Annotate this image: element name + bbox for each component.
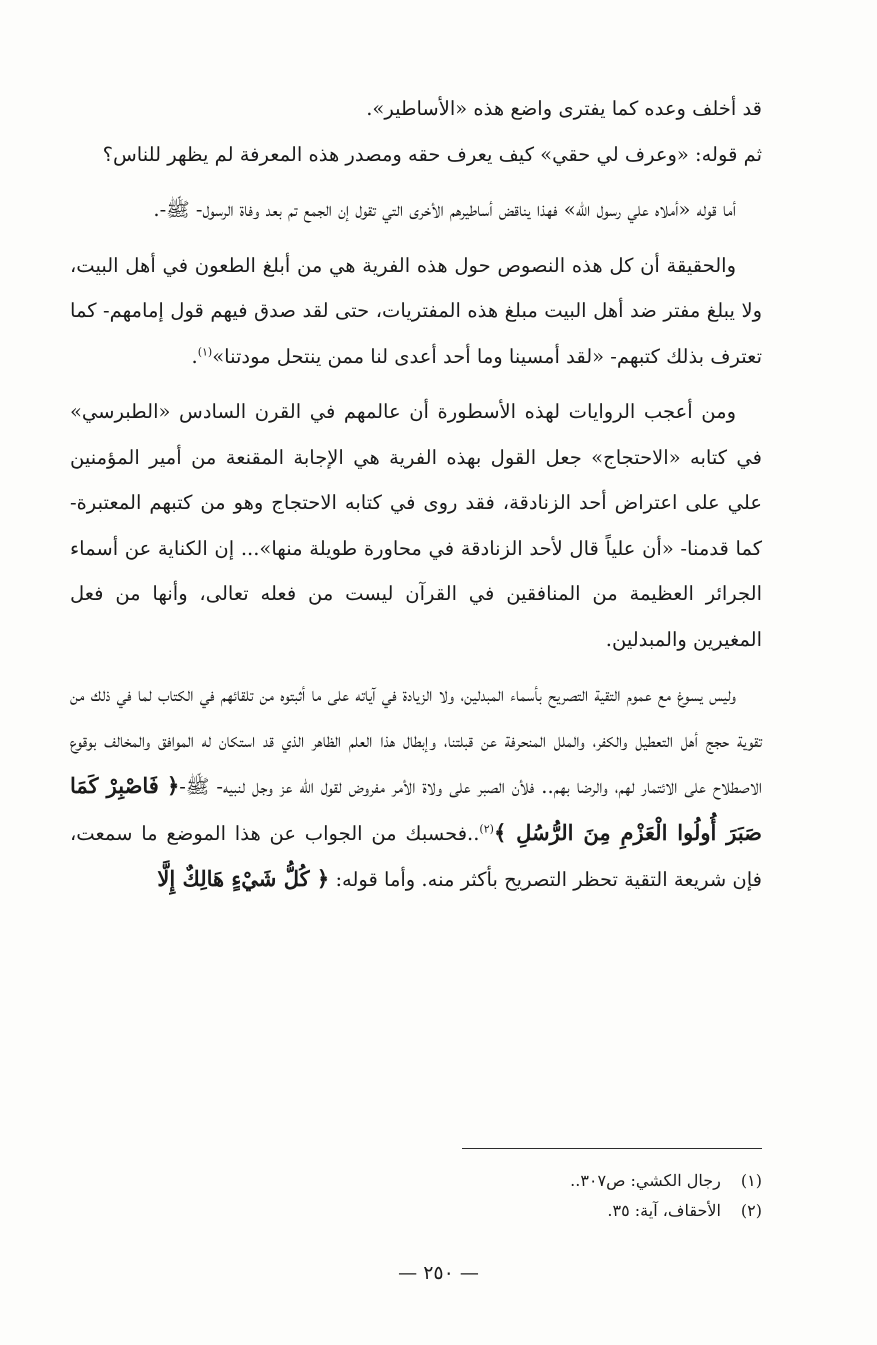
paragraph-4-text: والحقيقة أن كل هذه النصوص حول هذه الفرية هي من أبلغ الطعون في أهل البيت، ولا يبلغ مفتر ضد أهل البيت مبلغ هذه المفتريات، حتى لقد صدق فيهم قول إمامهم- كما تعترف بذلك كتبهم- «لقد أمسينا وما أحد أعدى لنا ممن ينتحل مودتنا» xyxy=(70,253,762,368)
paragraph-4: والحقيقة أن كل هذه النصوص حول هذه الفرية هي من أبلغ الطعون في أهل البيت، ولا يبلغ مفتر ضد أهل البيت مبلغ هذه المفتريات، حتى لقد صدق فيهم قول إمامهم- كما تعترف بذلك كتبهم- «لقد أمسينا وما أحد أعدى لنا ممن ينتحل مودتنا»$^{(١)}$. xyxy=(70,253,762,368)
footnote-mark-2[interactable]: (٢) xyxy=(479,822,494,835)
paragraph-3: أما قوله «أملاه علي رسول الله» فهذا يناقض أساطيرهم الأخرى التي تقول إن الجمع تم بعد وفاة الرسول- ﷺ-. xyxy=(153,198,736,221)
paragraph-6-text: وليس يسوغ مع عموم التقية التصريح بأسماء المبدلين، ولا الزيادة في آياته على ما أثبتوه من تلقائهم في الكتاب لما في ذلك من تقوية حجج أهل التعطيل والكفر، والملل المنحرفة عن قبلتنا، وإبطال هذا العلم الظاهر الذي قد استكان له الموافق والمخالف بوقوع الاصطلاح على الائتمار لهم، والرضا بهم.. فلأن الصبر على ولاة الأمر مفروض لقول الله عز وجل لنبيه- ﷺ- xyxy=(70,683,763,798)
footnote-1-text: رجال الكشي: ص٣٠٧.. xyxy=(570,1171,721,1190)
quran-verse-2: ﴿ كُلُّ شَيْءٍ هَالِكٌ إِلَّا xyxy=(157,866,330,891)
footnote-mark-1[interactable]: (١) xyxy=(197,345,213,358)
paragraph-1: قد أخلف وعده كما يفترى واضع هذه «الأساطير». xyxy=(366,97,762,120)
footnote-divider xyxy=(462,1148,762,1149)
footnote-1-number: (١) xyxy=(740,1171,762,1190)
footnotes xyxy=(462,1166,762,1226)
page-number: — ٢٥٠ — xyxy=(398,1262,479,1284)
quran-verse-1: ﴿ فَاصْبِرْ كَمَا صَبَرَ أُولُوا الْعَزْمِ مِنَ الرُّسُلِ ﴾ xyxy=(70,773,762,845)
paragraph-5: ومن أعجب الروايات لهذه الأسطورة أن عالمهم في القرن السادس «الطبرسي» في كتابه «الاحتجاج» جعل القول بهذه الفرية هي الإجابة المقنعة من أمير المؤمنين علي على اعتراض أحد الزنادقة، فقد روى في كتابه الاحتجاج وهو من كتبهم المعتبرة- كما قدمنا- «أن علياً قال لأحد الزنادقة في محاورة طويلة منها»... إن الكناية عن أسماء الجرائر العظيمة من المنافقين في القرآن ليست من فعله تعالى، وأنها من فعل المغيرين والمبدلين. xyxy=(70,400,762,651)
footnote-2 xyxy=(462,1196,762,1226)
paragraph-6-continuation: ..فحسبك من الجواب عن هذا الموضع ما سمعت، فإن شريعة التقية تحظر التصريح بأكثر منه. وأما قوله: xyxy=(70,821,762,891)
footnote-1 xyxy=(462,1166,762,1196)
body-text xyxy=(70,86,762,903)
paragraph-2: ثم قوله: «وعرف لي حقي» كيف يعرف حقه ومصدر هذه المعرفة لم يظهر للناس؟ xyxy=(102,142,762,166)
footnote-2-text: الأحقاف، آية: ٣٥. xyxy=(607,1201,721,1220)
paragraph-6 xyxy=(70,672,762,903)
footnote-2-number: (٢) xyxy=(740,1201,762,1220)
